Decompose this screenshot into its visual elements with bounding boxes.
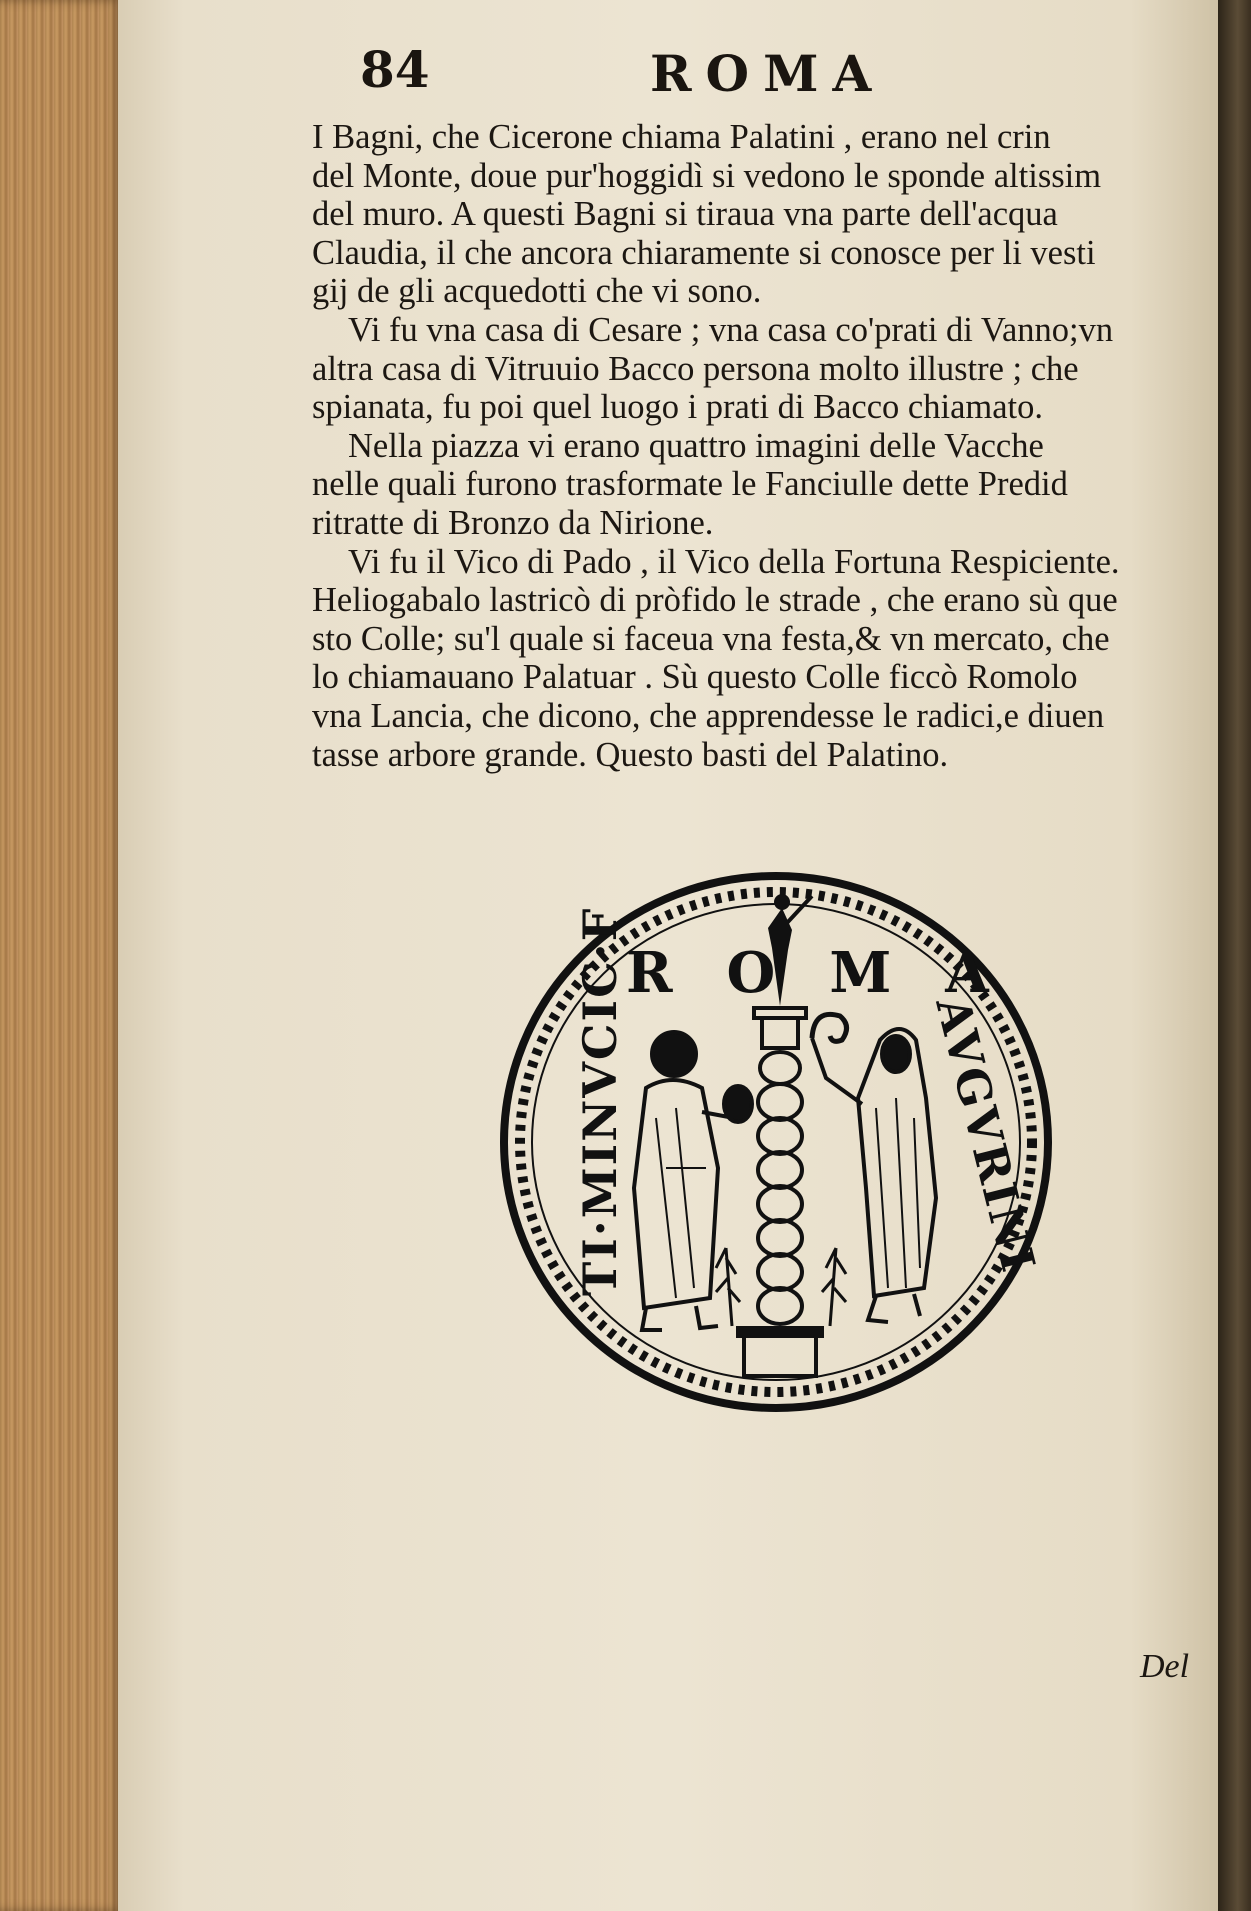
text-line: ritratte di Bronzo da Nirione. — [312, 503, 714, 542]
medal-top-legend: ROMA — [626, 940, 1043, 1006]
gutter-shadow — [1218, 0, 1251, 1911]
running-head: ROMA — [650, 44, 886, 103]
right-figure-icon — [812, 1014, 936, 1322]
text-line: Nella piazza vi erano quattro imagini delle Vacche — [348, 426, 1044, 465]
text-line: gij de gli acquedotti che vi sono. — [312, 272, 762, 311]
medal-right-legend: AVGVRINI — [925, 991, 1047, 1279]
text-line: Vi fu il Vico di Pado , il Vico della Fortuna Respiciente. — [348, 542, 1120, 581]
text-line: I Bagni, che Cicerone chiama Palatini , erano nel crin — [312, 118, 1051, 156]
text-line: del muro. A questi Bagni si tiraua vna parte dell'acqua — [312, 195, 1058, 234]
text-line: vna Lancia, che dicono, che apprendesse le radici,e diuen — [312, 696, 1105, 735]
text-line: del Monte, doue pur'hoggidì si vedono le sponde altissim — [312, 156, 1102, 195]
text-line: tasse arbore grande. Questo basti del Palatino. — [312, 735, 949, 774]
text-line: spianata, fu poi quel luogo i prati di Bacco chiamato. — [312, 388, 1044, 427]
page-number: 84 — [360, 40, 430, 99]
text-line: altra casa di Vitruuio Bacco persona molto illustre ; che — [312, 349, 1079, 388]
text-line: Heliogabalo lastricò di pròfido le strade , che erano sù que — [312, 581, 1118, 620]
medal-left-legend: TI·MINVCIC·F — [573, 906, 627, 1296]
text-line: Claudia, il che ancora chiaramente si conosce per li vesti — [312, 233, 1096, 272]
page-header — [360, 40, 1080, 110]
medal-svg — [496, 868, 1056, 1416]
catchword: Del — [1140, 1648, 1190, 1685]
bleed-through-text — [380, 1440, 1200, 1478]
text-line: lo chiamauano Palatuar . Sù questo Colle ficcò Romolo — [312, 658, 1078, 697]
text-line: sto Colle; su'l quale si faceua vna festa,& vn mercato, che — [312, 619, 1110, 658]
book-fore-edge — [0, 0, 122, 1911]
medal-illustration — [496, 868, 1056, 1416]
text-line: nelle quali furono trasformate le Fanciulle dette Predid — [312, 465, 1068, 504]
body-text — [312, 118, 1212, 774]
text-line: Vi fu vna casa di Cesare ; vna casa co'prati di Vanno;vn — [348, 310, 1114, 349]
left-figure-icon — [634, 1032, 752, 1330]
